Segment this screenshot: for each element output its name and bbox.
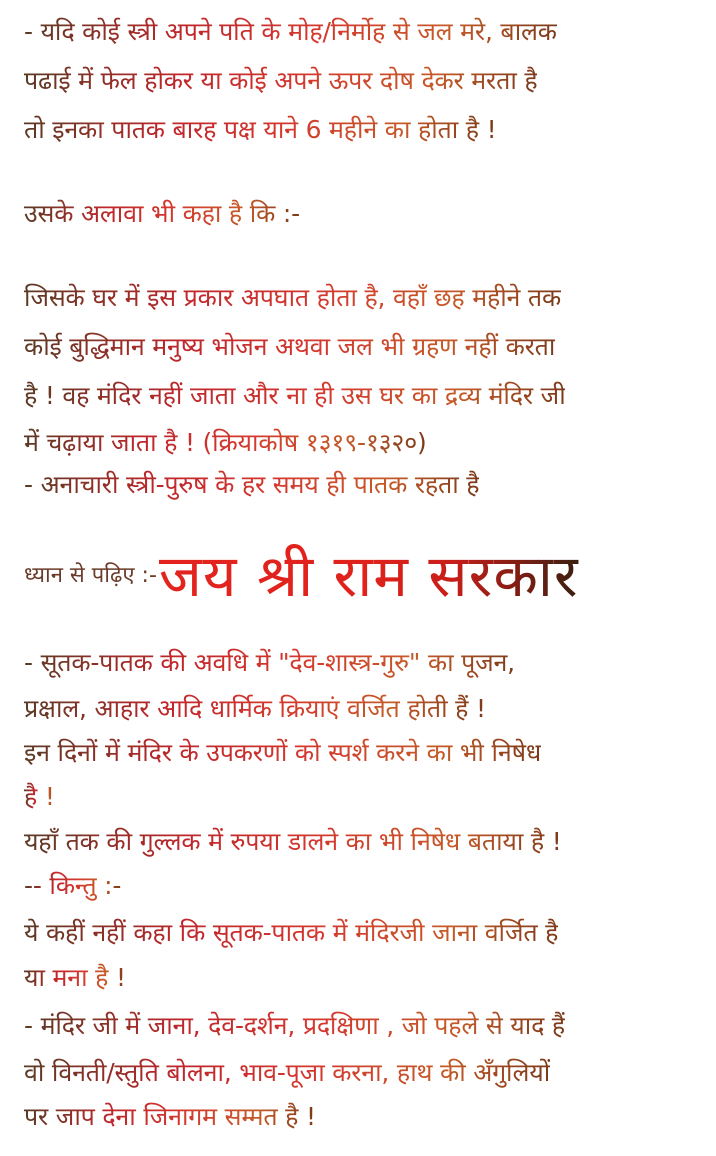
text-line: उसके अलावा भी कहा है कि :- [24, 196, 300, 232]
heading-title: जय श्री राम सरकार [159, 536, 579, 616]
text-line: - अनाचारी स्त्री-पुरुष के हर समय ही पातक रहता है [24, 467, 479, 503]
text-line: प्रक्षाल, आहार आदि धार्मिक क्रियाएं वर्जित होती हैं ! [24, 691, 486, 727]
text-line: पर जाप देना जिनागम सम्मत है ! [24, 1099, 316, 1135]
text-line: पढाई में फेल होकर या कोई अपने ऊपर दोष देकर मरता है [24, 63, 537, 99]
text-line: ये कहीं नहीं कहा कि सूतक-पातक में मंदिरजी जाना वर्जित है [24, 915, 558, 951]
text-line: है ! [24, 779, 55, 815]
text-line: यहाँ तक की गुल्लक में रुपया डालने का भी निषेध बताया है ! [24, 824, 562, 860]
text-line: इन दिनों में मंदिर के उपकरणों को स्पर्श करने का भी निषेध [24, 735, 541, 771]
text-line: वो विनती/स्तुति बोलना, भाव-पूजा करना, हाथ की अँगुलियों [24, 1055, 550, 1091]
text-line: - सूतक-पातक की अवधि में "देव-शास्त्र-गुरु" का पूजन, [24, 645, 515, 681]
text-line: या मना है ! [24, 960, 126, 996]
text-line: कोई बुद्धिमान मनुष्य भोजन अथवा जल भी ग्रहण नहीं करता [24, 329, 555, 365]
text-line: है ! वह मंदिर नहीं जाता और ना ही उस घर का द्रव्य मंदिर जी [24, 378, 565, 414]
text-line: में चढ़ाया जाता है ! (क्रियाकोष १३१९-१३२०) [24, 425, 427, 461]
text-line: - मंदिर जी में जाना, देव-दर्शन, प्रदक्षिणा , जो पहले से याद हैं [24, 1008, 565, 1044]
text-line: जिसके घर में इस प्रकार अपघात होता है, वहाँ छह महीने तक [24, 280, 561, 316]
heading-prefix: ध्यान से पढ़िए :- [24, 563, 157, 588]
text-line: - यदि कोई स्त्री अपने पति के मोह/निर्मोह से जल मरे, बालक [24, 14, 557, 50]
text-line: -- किन्तु :- [24, 868, 121, 904]
text-line: तो इनका पातक बारह पक्ष याने 6 महीने का होता है ! [24, 112, 496, 148]
heading-row [24, 536, 579, 616]
